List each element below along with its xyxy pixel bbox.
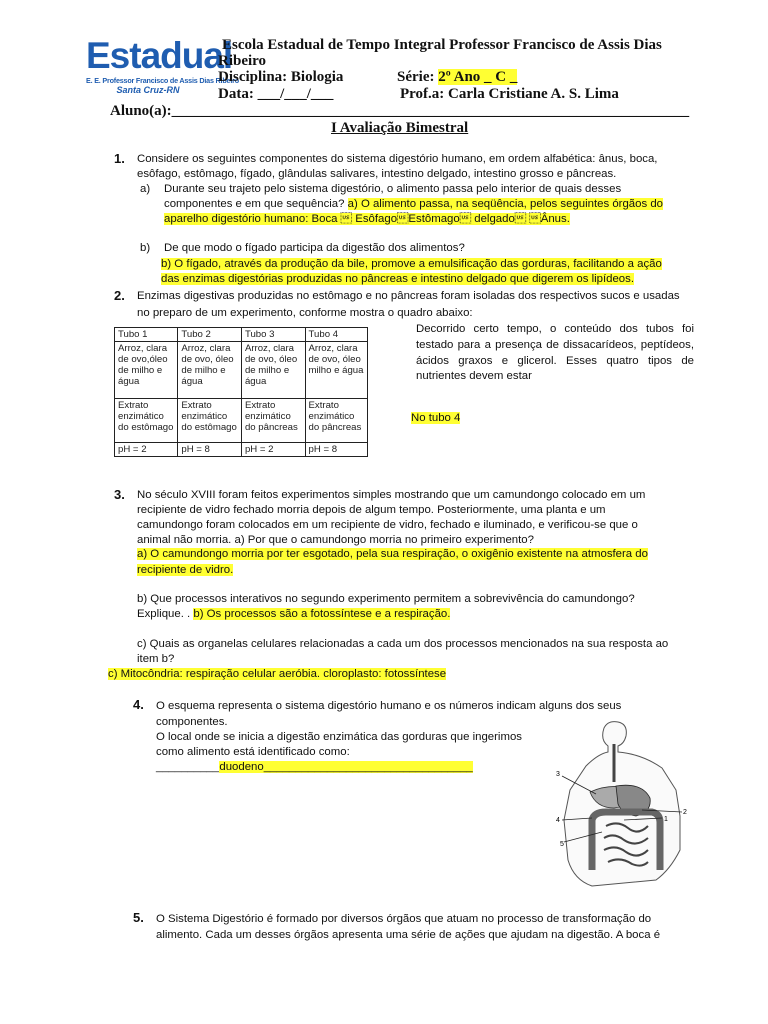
table-cell: Extrato enzimático do estômago <box>178 399 242 443</box>
q3-text-3: camundongo foram colocados em um recipiente de vidro, fechado e iluminado, e verificou-se que o <box>137 519 638 531</box>
grade <box>397 69 517 86</box>
q3a-answer-2: recipiente de vidro. <box>137 564 234 576</box>
q3c-answer: c) Mitocôndria: respiração celular aeróbia. cloroplasto: fotossíntese <box>108 668 447 680</box>
table-cell: pH = 2 <box>115 443 178 457</box>
discipline: Disciplina: Biologia <box>218 69 344 85</box>
table-row <box>115 399 368 443</box>
q3b-question: b) Que processos interativos no segundo experimento permitem a sobrevivência do camundongo? <box>137 593 635 605</box>
q4-text-2: componentes. <box>156 716 228 728</box>
diagram-label-4: 4 <box>556 817 560 824</box>
logo-subtitle: E. E. Professor Francisco de Assis Dias Ribeiro <box>86 76 239 85</box>
diagram-label-1: 1 <box>664 816 668 823</box>
table-cell: Extrato enzimático do pâncreas <box>305 399 367 443</box>
q2-side-4: nutrientes devem estar <box>416 370 532 382</box>
school-name-line2: Ribeiro <box>218 53 267 69</box>
q3-text-4: animal não morria. a) Por que o camundongo morria no primeiro experimento? <box>137 534 534 546</box>
q1b-answer-1: b) O fígado, através da produção da bile, promove a emulsificação das gorduras, facilitando a ação <box>161 258 662 270</box>
q2-number: 2. <box>114 288 125 303</box>
table-cell: pH = 8 <box>178 443 242 457</box>
diagram-label-3: 3 <box>556 771 560 778</box>
q1b-question: De que modo o fígado participa da digestão dos alimentos? <box>164 242 465 254</box>
q3c-question-1: c) Quais as organelas celulares relacionadas a cada um dos processos mencionados na sua resposta ao <box>137 638 669 650</box>
q1a-text-1: Durante seu trajeto pelo sistema digestório, o alimento passa pelo interior de quais desses <box>164 183 622 195</box>
q3-number: 3. <box>114 487 125 502</box>
table-cell: pH = 8 <box>305 443 367 457</box>
q5-text-2: alimento. Cada um desses órgãos apresenta uma série de ações que ajudam na digestão. A boca é <box>156 929 661 941</box>
diagram-label-2: 2 <box>683 809 687 816</box>
q3b-line2 <box>137 607 450 622</box>
table-cell: Arroz, clara de ovo,óleo de milho e água <box>115 342 178 399</box>
q4-number: 4. <box>133 697 144 712</box>
q3a-answer-1: a) O camundongo morria por ter esgotado, pela sua respiração, o oxigênio existente na atmosfera do <box>137 548 648 560</box>
digestive-diagram-svg <box>552 720 690 890</box>
logo-city: Santa Cruz-RN <box>116 85 180 95</box>
q2-side-3: ácidos graxos e glicerol. Esses quatro tipos de <box>416 355 694 367</box>
q3b-explain: Explique. . <box>137 608 191 620</box>
school-name-line1: Escola Estadual de Tempo Integral Professor Francisco de Assis Dias <box>222 37 662 53</box>
date-field: Data: ___/___/___ <box>218 86 334 102</box>
logo-wordmark: Estadual <box>86 35 233 76</box>
q1-text-1: Considere os seguintes componentes do sistema digestório humano, em ordem alfabética: ânus, boca, <box>137 153 658 165</box>
table-cell: Extrato enzimático do pâncreas <box>241 399 305 443</box>
q3-text-2: recipiente de vidro fechado morria depois de algum tempo. Posteriormente, uma planta e um <box>137 504 606 516</box>
q2-text-1: Enzimas digestivas produzidas no estômago e no pâncreas foram isoladas dos respectivos sucos e usadas <box>137 290 680 302</box>
q1-number: 1. <box>114 151 125 166</box>
table-cell: Arroz, clara de ovo, óleo de milho e água <box>241 342 305 399</box>
q1b-label: b) <box>140 242 151 254</box>
grade-value: 2º Ano _ C _ <box>438 69 518 85</box>
table-cell: Arroz, clara de ovo, óleo milho e água <box>305 342 367 399</box>
q4-answer-line <box>156 760 473 775</box>
table-cell: Extrato enzimático do estômago <box>115 399 178 443</box>
table-header-cell: Tubo 2 <box>178 328 242 342</box>
q2-side-1: Decorrido certo tempo, o conteúdo dos tubos foi <box>416 323 694 335</box>
q2-text-2: no preparo de um experimento, conforme mostra o quadro abaixo: <box>137 307 473 319</box>
q4-blank: __________ <box>156 761 220 773</box>
tubes-table <box>114 327 368 457</box>
exam-title: I Avaliação Bimestral <box>331 120 469 136</box>
q1a-label: a) <box>140 183 151 195</box>
table-header-row <box>115 328 368 342</box>
q5-text-1: O Sistema Digestório é formado por diversos órgãos que atuam no processo de transformação do <box>156 913 652 925</box>
q3c-question-2: item b? <box>137 653 175 665</box>
q3-text-1: No século XVIII foram feitos experimentos simples mostrando que um camundongo colocado em um <box>137 489 646 501</box>
grade-label: Série: <box>397 69 435 85</box>
q1a-text-2 <box>164 197 663 212</box>
q1a-question-end: componentes e em que sequência? <box>164 198 345 210</box>
q1a-answer-2: aparelho digestório humano: Boca Esôfago Estômago delgado Ânus. <box>164 213 570 225</box>
table-header-cell: Tubo 3 <box>241 328 305 342</box>
digestive-system-diagram <box>552 720 690 890</box>
q2-answer: No tubo 4 <box>411 412 461 424</box>
diagram-label-5: 5 <box>560 841 564 848</box>
q1b-answer-2: das enzimas digestórias produzidas no pâncreas e intestino delgado que digerem os lipídeos. <box>161 273 635 285</box>
table-cell: pH = 2 <box>241 443 305 457</box>
q1a-answer-1: a) O alimento passa, na seqüência, pelos seguintes órgãos do <box>347 198 663 210</box>
q5-number: 5. <box>133 910 144 925</box>
teacher-name: Prof.a: Carla Cristiane A. S. Lima <box>400 86 619 102</box>
q3b-answer: b) Os processos são a fotossíntese e a respiração. <box>193 608 451 620</box>
student-name-field: Aluno(a):_____________________________________________________________________ <box>110 103 690 119</box>
table-row <box>115 342 368 399</box>
q4-answer: duodeno_________________________________ <box>219 761 473 773</box>
q1-text-2: esôfago, estômago, fígado, glândulas salivares, intestino delgado, intestino grosso e pâncreas. <box>137 168 617 180</box>
table-cell: Arroz, clara de ovo, óleo de milho e água <box>178 342 242 399</box>
q4-text-1: O esquema representa o sistema digestório humano e os números indicam alguns dos seus <box>156 700 622 712</box>
table-header-cell: Tubo 4 <box>305 328 367 342</box>
q4-text-3: O local onde se inicia a digestão enzimática das gorduras que ingerimos <box>156 731 522 743</box>
school-logo <box>86 35 239 102</box>
table-header-cell: Tubo 1 <box>115 328 178 342</box>
q4-text-4: como alimento está identificado como: <box>156 746 350 758</box>
table-row <box>115 443 368 457</box>
q2-side-2: testado para a presença de dissacarídeos, peptídeos, <box>416 339 694 351</box>
